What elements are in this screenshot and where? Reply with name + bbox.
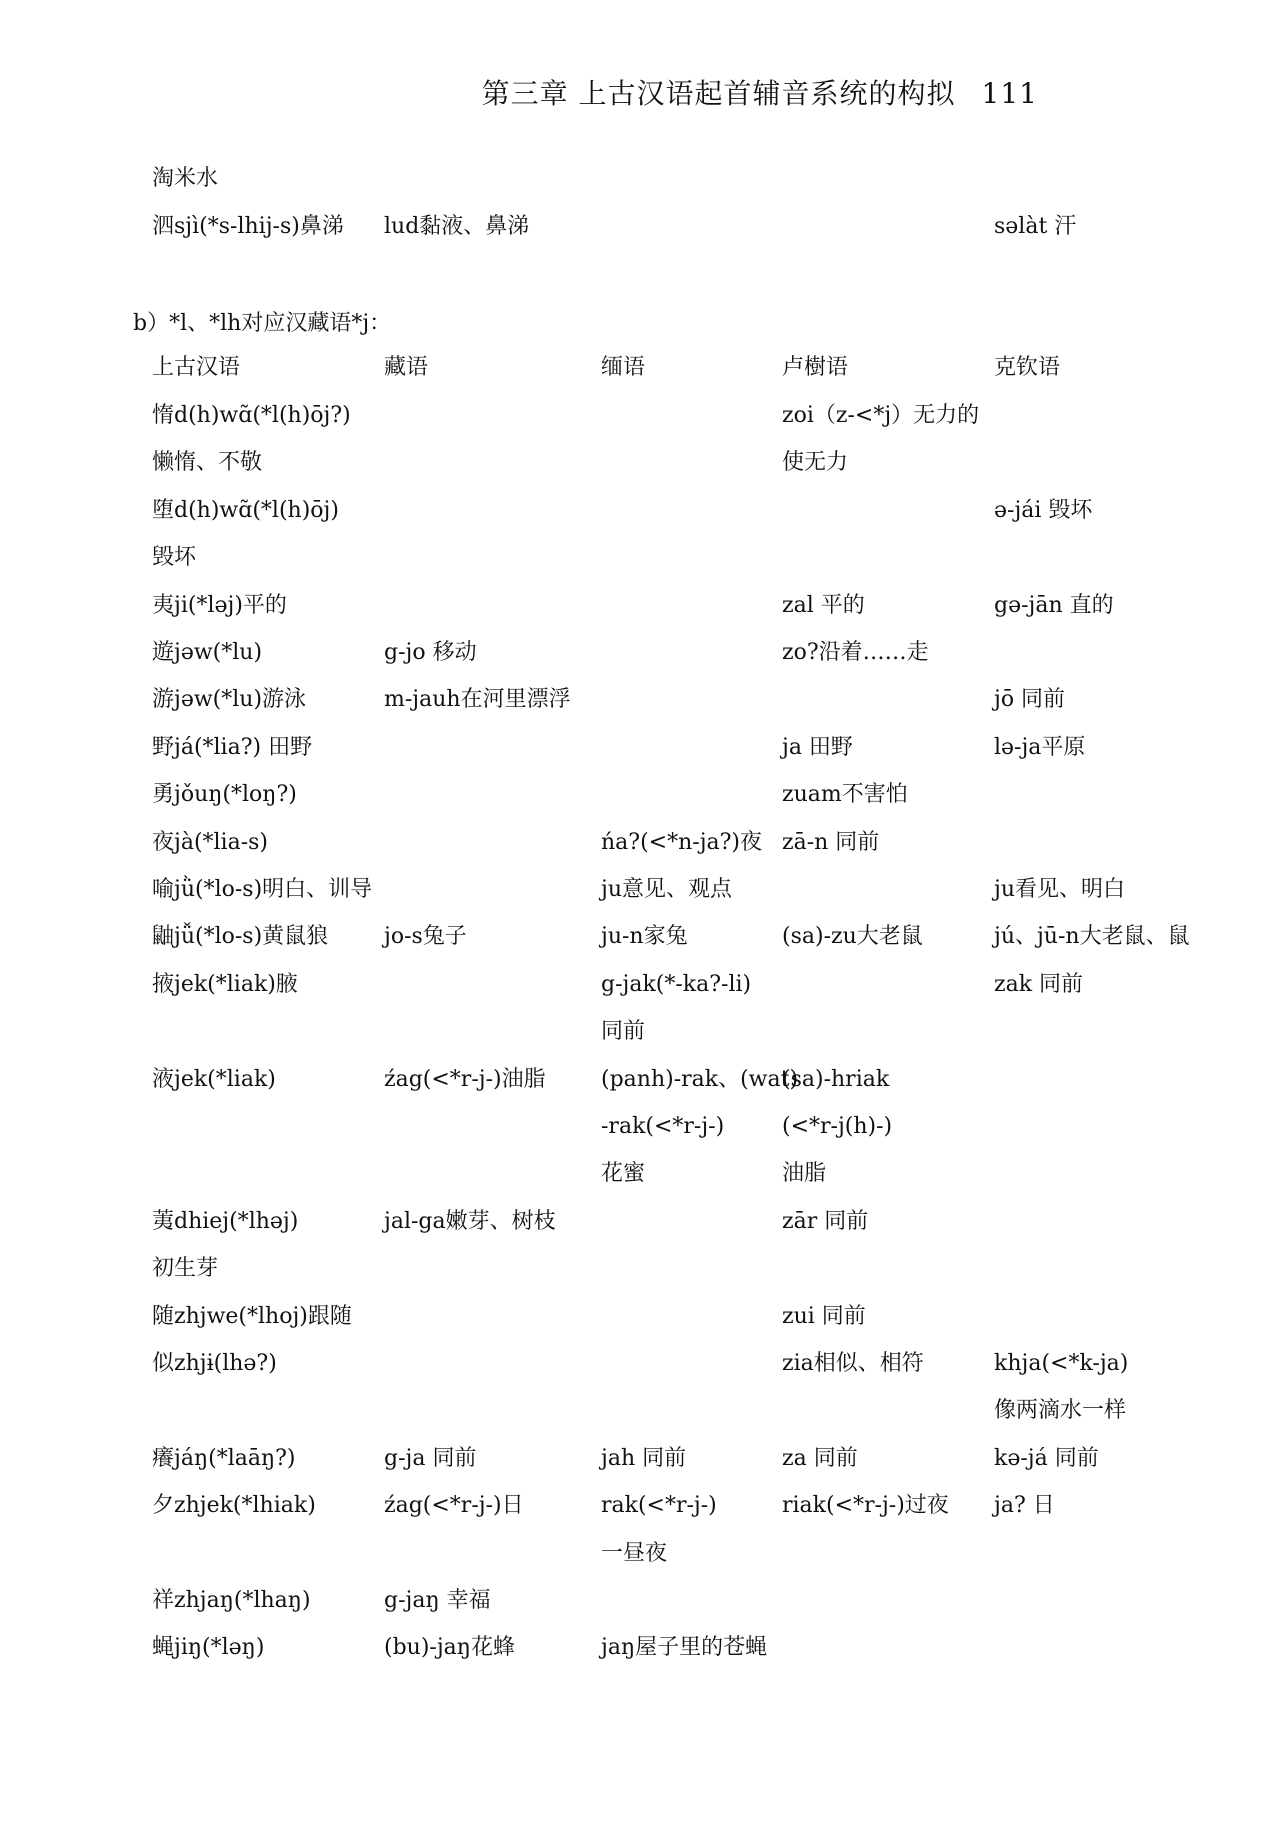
table-cell: 夜jà(*lia-s) bbox=[152, 830, 269, 855]
table-cell: g-ja 同前 bbox=[384, 1446, 477, 1471]
table-cell: (sa)-hriak bbox=[782, 1067, 890, 1092]
intro-si-col1: 泗sjì(*s-lhij-s)鼻涕 bbox=[152, 214, 344, 239]
table-cell: ja 田野 bbox=[782, 735, 853, 760]
page-number: 111 bbox=[981, 77, 1038, 110]
table-cell: 惰d(h)wɑ̃(*l(h)ōj?) bbox=[152, 403, 351, 428]
table-cell: (panh)-rak、(wat) bbox=[601, 1067, 799, 1092]
table-cell: źag(<*r-j-)日 bbox=[384, 1493, 524, 1518]
table-cell: 懒惰、不敬 bbox=[152, 450, 263, 475]
table-cell: 荑dhiej(*lhəj) bbox=[152, 1209, 299, 1234]
table-cell: 蝇jiŋ(*ləŋ) bbox=[152, 1635, 265, 1660]
section-heading: b）*l、*lh对应汉藏语*j： bbox=[133, 311, 392, 336]
table-cell: 似zhjɨ(lhə?) bbox=[152, 1351, 277, 1376]
table-cell: 勇jǒuŋ(*loŋ?) bbox=[152, 782, 297, 807]
table-cell: 鼬jǚ(*lo-s)黄鼠狼 bbox=[152, 924, 329, 949]
table-cell: gə-jān 直的 bbox=[994, 593, 1114, 618]
table-cell: zia相似、相符 bbox=[782, 1351, 924, 1376]
table-cell: zoi（z-<*j）无力的 bbox=[782, 403, 980, 428]
table-cell: jú、jū-n大老鼠、鼠 bbox=[994, 924, 1190, 949]
table-cell: 像两滴水一样 bbox=[994, 1398, 1127, 1423]
table-cell: jah 同前 bbox=[601, 1446, 687, 1471]
table-cell: 遊jəw(*lu) bbox=[152, 640, 263, 665]
table-cell: 液jek(*liak) bbox=[152, 1067, 276, 1092]
table-cell: 祥zhjaŋ(*lhaŋ) bbox=[152, 1588, 311, 1613]
table-cell: jo-s兔子 bbox=[384, 924, 467, 949]
table-cell: zo?沿着……走 bbox=[782, 640, 929, 665]
table-cell: m-jauh在河里漂浮 bbox=[384, 687, 571, 712]
intro-si-col2: lud黏液、鼻涕 bbox=[384, 214, 530, 239]
table-cell: g-jak(*-ka?-li) bbox=[601, 972, 752, 997]
table-cell: 堕d(h)wɑ̃(*l(h)ōj) bbox=[152, 498, 339, 523]
table-cell: ja? 日 bbox=[994, 1493, 1055, 1518]
table-cell: jō 同前 bbox=[994, 687, 1066, 712]
table-cell: 游jəw(*lu)游泳 bbox=[152, 687, 307, 712]
table-cell: (<*r-j(h)-) bbox=[782, 1114, 893, 1139]
table-cell: zuam不害怕 bbox=[782, 782, 908, 807]
table-cell: (sa)-zu大老鼠 bbox=[782, 924, 923, 949]
table-cell: 同前 bbox=[601, 1019, 646, 1044]
header-kachin: 克钦语 bbox=[994, 355, 1061, 380]
table-cell: 随zhjwe(*lhoj)跟随 bbox=[152, 1304, 352, 1329]
table-cell: 油脂 bbox=[782, 1161, 827, 1186]
table-cell: 花蜜 bbox=[601, 1161, 646, 1186]
table-cell: 夕zhjek(*lhiak) bbox=[152, 1493, 316, 1518]
table-cell: 夷ji(*ləj)平的 bbox=[152, 593, 287, 618]
table-cell: lə-ja平原 bbox=[994, 735, 1086, 760]
table-cell: ju看见、明白 bbox=[994, 877, 1125, 902]
table-cell: 喻jǜ(*lo-s)明白、训导 bbox=[152, 877, 373, 902]
table-cell: za 同前 bbox=[782, 1446, 858, 1471]
table-cell: ju-n家兔 bbox=[601, 924, 688, 949]
table-cell: -rak(<*r-j-) bbox=[601, 1114, 725, 1139]
table-cell: khja(<*k-ja) bbox=[994, 1351, 1129, 1376]
table-cell: ńa?(<*n-ja?)夜 bbox=[601, 830, 763, 855]
table-cell: zār 同前 bbox=[782, 1209, 869, 1234]
intro-si-col5: səlàt 汗 bbox=[994, 214, 1077, 239]
table-cell: 初生芽 bbox=[152, 1256, 219, 1281]
header-lushai: 卢樹语 bbox=[782, 355, 849, 380]
table-cell: ju意见、观点 bbox=[601, 877, 732, 902]
table-cell: 野já(*lia?) 田野 bbox=[152, 735, 313, 760]
table-cell: zal 平的 bbox=[782, 593, 865, 618]
table-cell: 毁坏 bbox=[152, 545, 197, 570]
header-old-chinese: 上古汉语 bbox=[152, 355, 241, 380]
table-cell: 癢jáŋ(*laāŋ?) bbox=[152, 1446, 296, 1471]
table-cell: 掖jek(*liak)腋 bbox=[152, 972, 298, 997]
table-cell: 一昼夜 bbox=[601, 1541, 668, 1566]
table-cell: g-jaŋ 幸福 bbox=[384, 1588, 491, 1613]
table-cell: ə-jái 毁坏 bbox=[994, 498, 1093, 523]
table-cell: zui 同前 bbox=[782, 1304, 866, 1329]
table-cell: 使无力 bbox=[782, 450, 849, 475]
table-cell: jal-ga嫩芽、树枝 bbox=[384, 1209, 556, 1234]
table-cell: zak 同前 bbox=[994, 972, 1084, 997]
table-cell: (bu)-jaŋ花蜂 bbox=[384, 1635, 515, 1660]
intro-line-rice-water: 淘米水 bbox=[152, 166, 219, 191]
table-cell: rak(<*r-j-) bbox=[601, 1493, 717, 1518]
table-cell: źag(<*r-j-)油脂 bbox=[384, 1067, 546, 1092]
header-tibetan: 藏语 bbox=[384, 355, 429, 380]
page-header bbox=[482, 72, 1038, 112]
table-cell: kə-já 同前 bbox=[994, 1446, 1099, 1471]
table-cell: g-jo 移动 bbox=[384, 640, 477, 665]
table-cell: riak(<*r-j-)过夜 bbox=[782, 1493, 949, 1518]
chapter-title: 第三章 上古汉语起首辅音系统的构拟 bbox=[481, 77, 956, 110]
table-cell: jaŋ屋子里的苍蝇 bbox=[601, 1635, 768, 1660]
header-burmese: 缅语 bbox=[601, 355, 646, 380]
table-cell: zā-n 同前 bbox=[782, 830, 880, 855]
